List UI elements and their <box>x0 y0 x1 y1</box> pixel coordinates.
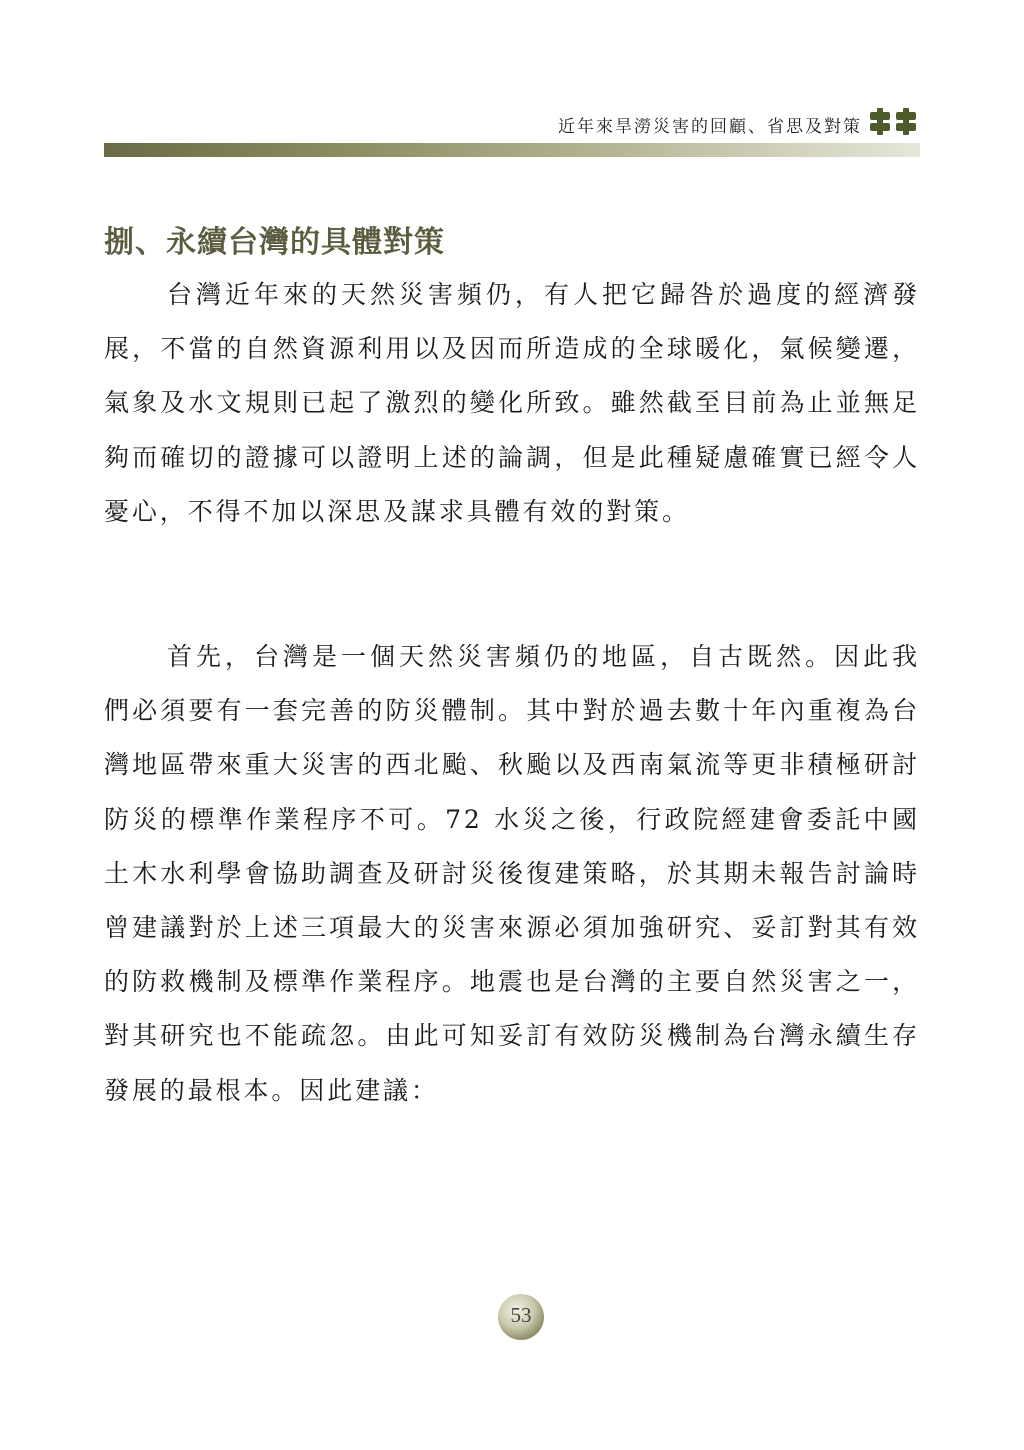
section-heading: 捌、永續台灣的具體對策 <box>104 224 445 260</box>
running-title: 近年來旱澇災害的回顧、省思及對策 <box>558 117 862 137</box>
body-paragraph: 台灣近年來的天然災害頻仍，有人把它歸咎於過度的經濟發展，不當的自然資源利用以及因而所造成的全球暖化，氣候變遷，氣象及水文規則已起了激烈的變化所致。雖然截至目前為止並無足夠而確切的證據可以證明上述的論調，但是此種疑慮確實已經令人憂心，不得不加以深思及謀求具體有效的對策。 <box>104 280 920 526</box>
ornament-icon <box>868 108 920 136</box>
body-paragraph: 首先，台灣是一個天然災害頻仍的地區，自古既然。因此我們必須要有一套完善的防災體制。其中對於過去數十年內重複為台灣地區帶來重大災害的西北颱、秋颱以及西南氣流等更非積極研討防災的標準作業程序不可。72 水災之後，行政院經建會委託中國土木水利學會協助調查及研討災後復建策略，於其期未報告討論時曾建議對於上述三項最大的災害來源必須加強研究、妥訂對其有效的防救機制及標準作業程序。地震也是台灣的主要自然災害之一，對其研究也不能疏忽。由此可知妥訂有效防災機制為台灣永續生存發展的最根本。因此建議： <box>104 642 920 1105</box>
header-rule <box>104 143 920 157</box>
page-number: 53 <box>510 1303 532 1327</box>
